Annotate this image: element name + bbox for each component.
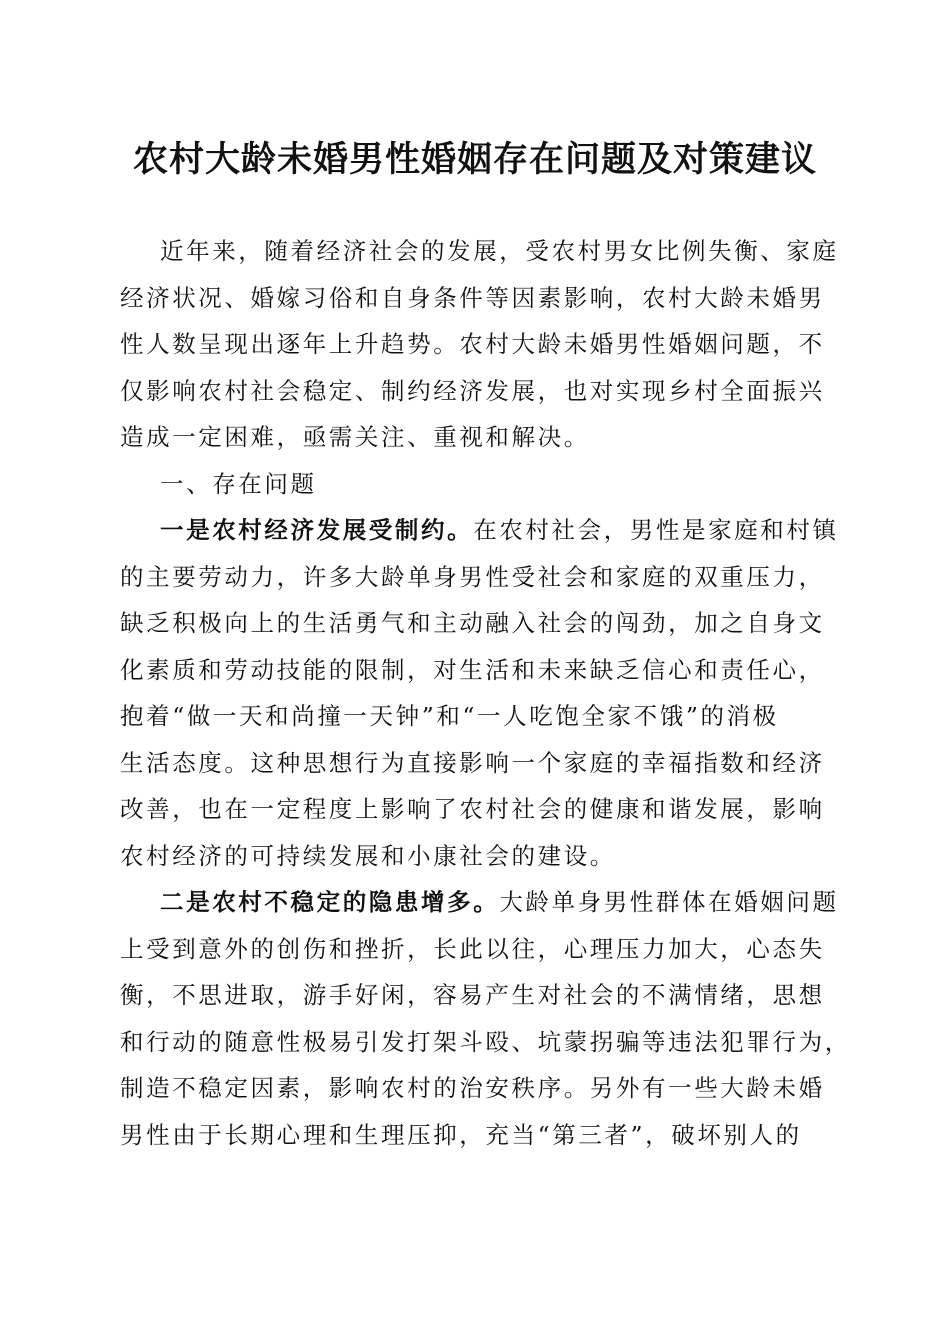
- point-two-text: 大龄单身男性群体在婚姻问题: [499, 888, 839, 916]
- point-two-paragraph: [120, 879, 851, 1158]
- text-line: [120, 507, 840, 554]
- text-line: 男性由于长期心理和生理压抑，充当“第三者”，破坏别人的: [120, 1120, 802, 1149]
- text-line: 上受到意外的创伤和挫折，长此以往，心理压力加大，心态失: [120, 934, 825, 963]
- document-body: [120, 228, 851, 1158]
- text-line: 仅影响农村社会稳定、制约经济发展，也对实现乡村全面振兴: [120, 376, 825, 405]
- section-heading: 一、存在问题: [160, 469, 317, 498]
- text-line: 经济状况、婚嫁习俗和自身条件等因素影响，农村大龄未婚男: [120, 283, 825, 312]
- text-line: 化素质和劳动技能的限制，对生活和未来缺乏信心和责任心，: [120, 655, 825, 684]
- document-title: 农村大龄未婚男性婚姻存在问题及对策建议: [132, 139, 817, 180]
- text-line: 和行动的随意性极易引发打架斗殴、坑蒙拐骗等违法犯罪行为，: [120, 1027, 851, 1056]
- text-line: 近年来，随着经济社会的发展，受农村男女比例失衡、家庭: [160, 237, 839, 265]
- text-line: 缺乏积极向上的生活勇气和主动融入社会的闯劲，加之自身文: [120, 609, 825, 637]
- text-line: 性人数呈现出逐年上升趋势。农村大龄未婚男性婚姻问题，不: [120, 330, 825, 358]
- intro-paragraph: [120, 228, 840, 461]
- text-line: 衡，不思进取，游手好闲，容易产生对社会的不满情绪，思想: [120, 981, 825, 1009]
- text-line: 农村经济的可持续发展和小康社会的建设。: [120, 841, 616, 870]
- text-line: [120, 879, 840, 926]
- point-one-paragraph: [120, 507, 840, 879]
- text-line: 造成一定困难，亟需关注、重视和解决。: [120, 423, 590, 451]
- point-one-text: 在农村社会，男性是家庭和村镇: [473, 516, 839, 544]
- point-two-lead: 二是农村不稳定的隐患增多。: [160, 888, 500, 916]
- point-one-lead: 一是农村经济发展受制约。: [160, 516, 474, 544]
- text-line: 制造不稳定因素，影响农村的治安秩序。另外有一些大龄未婚: [120, 1074, 825, 1102]
- text-line: 的主要劳动力，许多大龄单身男性受社会和家庭的双重压力，: [120, 562, 825, 591]
- text-line: 生活态度。这种思想行为直接影响一个家庭的幸福指数和经济: [120, 748, 825, 777]
- text-line: 改善，也在一定程度上影响了农村社会的健康和谐发展，影响: [120, 795, 825, 823]
- text-line: 抱着“做一天和尚撞一天钟”和“一人吃饱全家不饿”的消极: [120, 702, 779, 730]
